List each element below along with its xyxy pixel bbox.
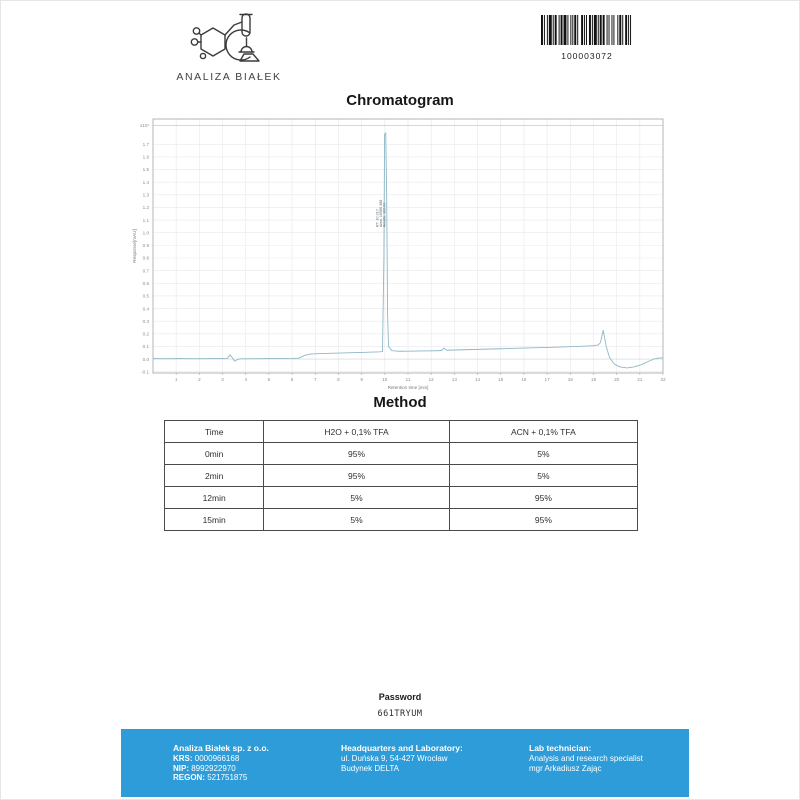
table-header-cell: Time <box>165 421 264 443</box>
brand-name: ANALIZA BIAŁEK <box>176 71 282 83</box>
svg-text:0.7: 0.7 <box>142 268 149 274</box>
svg-text:1.0: 1.0 <box>142 230 149 236</box>
table-row <box>165 443 638 465</box>
svg-text:x10¹: x10¹ <box>140 122 149 128</box>
svg-text:-0.1: -0.1 <box>141 369 149 375</box>
svg-text:21: 21 <box>637 377 643 382</box>
footer-line-label: NIP: <box>173 763 192 773</box>
svg-text:16: 16 <box>521 377 527 382</box>
barcode-icon <box>541 15 633 45</box>
footer-line: KRS: 0000966168 <box>173 754 240 763</box>
svg-text:2: 2 <box>198 377 201 382</box>
method-table-head <box>165 421 638 443</box>
table-row <box>165 465 638 487</box>
svg-text:22: 22 <box>660 377 666 382</box>
footer-column-title: Lab technician: <box>529 743 592 753</box>
table-cell: 12min <box>165 487 264 509</box>
svg-text:1.4: 1.4 <box>142 179 149 185</box>
barcode-number: 100003072 <box>561 51 613 61</box>
svg-text:15: 15 <box>498 377 504 382</box>
table-header-cell: ACN + 0,1% TFA <box>449 421 637 443</box>
method-table-body <box>165 443 638 531</box>
svg-text:1.2: 1.2 <box>142 205 149 211</box>
svg-text:10: 10 <box>382 377 388 382</box>
password-value: 661TRYUM <box>377 709 423 719</box>
svg-text:8: 8 <box>337 377 340 382</box>
table-cell: 0min <box>165 443 264 465</box>
footer <box>121 729 689 797</box>
svg-text:4: 4 <box>244 377 248 382</box>
footer-line: ul. Duńska 9, 54-427 Wrocław <box>341 754 448 763</box>
svg-text:0.2: 0.2 <box>142 331 149 337</box>
footer-line: NIP: 8992922970 <box>173 763 236 773</box>
svg-text:Area%: 100.00: Area%: 100.00 <box>382 202 387 227</box>
svg-text:0.1: 0.1 <box>142 344 149 350</box>
svg-text:1.7: 1.7 <box>142 141 149 147</box>
svg-text:18: 18 <box>567 377 573 382</box>
chromatogram-title: Chromatogram <box>346 92 454 109</box>
footer-line: Budynek DELTA <box>341 763 399 773</box>
password-label: Password <box>378 692 422 702</box>
svg-text:0.9: 0.9 <box>142 243 149 249</box>
svg-text:Area: 16986.388: Area: 16986.388 <box>379 199 383 227</box>
svg-text:6: 6 <box>290 377 294 382</box>
table-cell: 15min <box>165 509 264 531</box>
footer-line-label: KRS: <box>173 754 195 763</box>
chromatogram-chart <box>126 111 676 403</box>
footer-line: Analysis and research specialist <box>529 754 643 763</box>
svg-text:7: 7 <box>313 377 317 382</box>
table-header-cell: H2O + 0,1% TFA <box>264 421 449 443</box>
table-cell: 95% <box>449 487 637 509</box>
footer-column <box>173 743 269 783</box>
svg-text:1.5: 1.5 <box>142 167 149 173</box>
table-row <box>165 487 638 509</box>
svg-text:1.6: 1.6 <box>142 154 149 160</box>
svg-text:0.5: 0.5 <box>142 293 149 299</box>
footer-line: REGON: 521751875 <box>173 773 248 783</box>
table-cell: 5% <box>449 465 637 487</box>
svg-text:1: 1 <box>174 377 178 382</box>
table-cell: 95% <box>264 443 449 465</box>
barcode <box>541 15 633 61</box>
svg-text:1.1: 1.1 <box>142 217 149 223</box>
footer-column <box>341 743 463 773</box>
table-cell: 2min <box>165 465 264 487</box>
footer-column-title: Analiza Białek sp. z o.o. <box>173 743 269 753</box>
method-title: Method <box>373 394 427 411</box>
chromatogram-chart-container <box>126 111 676 408</box>
footer-line-label: REGON: <box>173 773 208 783</box>
svg-text:11: 11 <box>405 377 411 382</box>
svg-text:0.0: 0.0 <box>142 356 149 362</box>
table-cell: 5% <box>449 443 637 465</box>
table-row <box>165 509 638 531</box>
method-table <box>164 420 638 531</box>
svg-text:Response[mAU]: Response[mAU] <box>132 229 137 263</box>
table-cell: 5% <box>264 487 449 509</box>
svg-text:0.3: 0.3 <box>142 318 149 324</box>
svg-text:3: 3 <box>221 377 224 382</box>
svg-text:Retention time [min]: Retention time [min] <box>387 385 429 390</box>
microscope-molecule-icon <box>186 11 272 69</box>
table-header-row <box>165 421 638 443</box>
password-section <box>1 692 799 719</box>
svg-text:14: 14 <box>474 377 481 382</box>
footer-line: mgr Arkadiusz Zając <box>529 763 602 773</box>
table-cell: 5% <box>264 509 449 531</box>
svg-text:1.3: 1.3 <box>142 192 149 198</box>
svg-text:20: 20 <box>614 377 620 382</box>
svg-text:0.4: 0.4 <box>142 306 149 312</box>
svg-text:13: 13 <box>451 377 457 382</box>
table-cell: 95% <box>449 509 637 531</box>
svg-text:RT: 10.017: RT: 10.017 <box>375 209 380 227</box>
svg-text:9: 9 <box>360 377 363 382</box>
svg-text:17: 17 <box>544 377 550 382</box>
svg-text:12: 12 <box>428 377 434 382</box>
footer-column <box>529 743 643 773</box>
svg-text:0.8: 0.8 <box>142 255 149 261</box>
footer-column-title: Headquarters and Laboratory: <box>341 743 463 753</box>
table-cell: 95% <box>264 465 449 487</box>
svg-text:0.6: 0.6 <box>142 280 149 286</box>
svg-text:19: 19 <box>590 377 597 382</box>
svg-text:5: 5 <box>267 377 271 382</box>
brand-logo <box>164 11 294 83</box>
